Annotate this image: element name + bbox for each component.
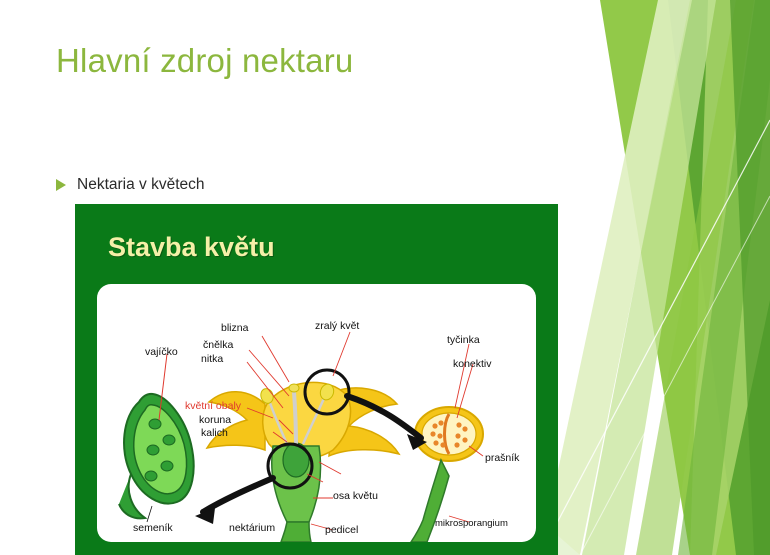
diagram-canvas bbox=[97, 284, 536, 542]
flower-structure-diagram bbox=[75, 204, 558, 555]
label-tycinka: tyčinka bbox=[447, 334, 480, 346]
label-nitka: nitka bbox=[201, 353, 224, 365]
label-koruna: koruna bbox=[199, 414, 232, 426]
label-kalich: kalich bbox=[201, 427, 228, 439]
ovary-cross-section bbox=[119, 354, 194, 522]
label-blizna: blizna bbox=[221, 322, 249, 334]
flower-section bbox=[207, 332, 399, 542]
page-title: Hlavní zdroj nektaru bbox=[56, 42, 354, 79]
bullet-item bbox=[56, 176, 205, 194]
label-pedicel: pedicel bbox=[325, 524, 359, 536]
label-nektarium: nektárium bbox=[229, 522, 276, 534]
diagram-heading: Stavba květu bbox=[108, 232, 275, 262]
label-mikrosporangium: mikrosporangium bbox=[435, 518, 508, 529]
label-vajicko: vajíčko bbox=[145, 346, 178, 358]
label-zraly-kvet: zralý květ bbox=[315, 320, 360, 332]
label-cnelka: čnělka bbox=[203, 339, 234, 351]
label-kvetni-obaly: květní obaly bbox=[185, 400, 242, 412]
label-prasnik: prašník bbox=[485, 452, 520, 464]
label-semenik: semeník bbox=[133, 522, 173, 534]
bullet-item-label: Nektaria v květech bbox=[77, 176, 205, 193]
label-osa-kvetu: osa květu bbox=[333, 490, 378, 502]
triangle-bullet-icon bbox=[56, 179, 66, 191]
label-konektiv: konektiv bbox=[453, 358, 492, 370]
decorative-green-graphic bbox=[540, 0, 770, 555]
